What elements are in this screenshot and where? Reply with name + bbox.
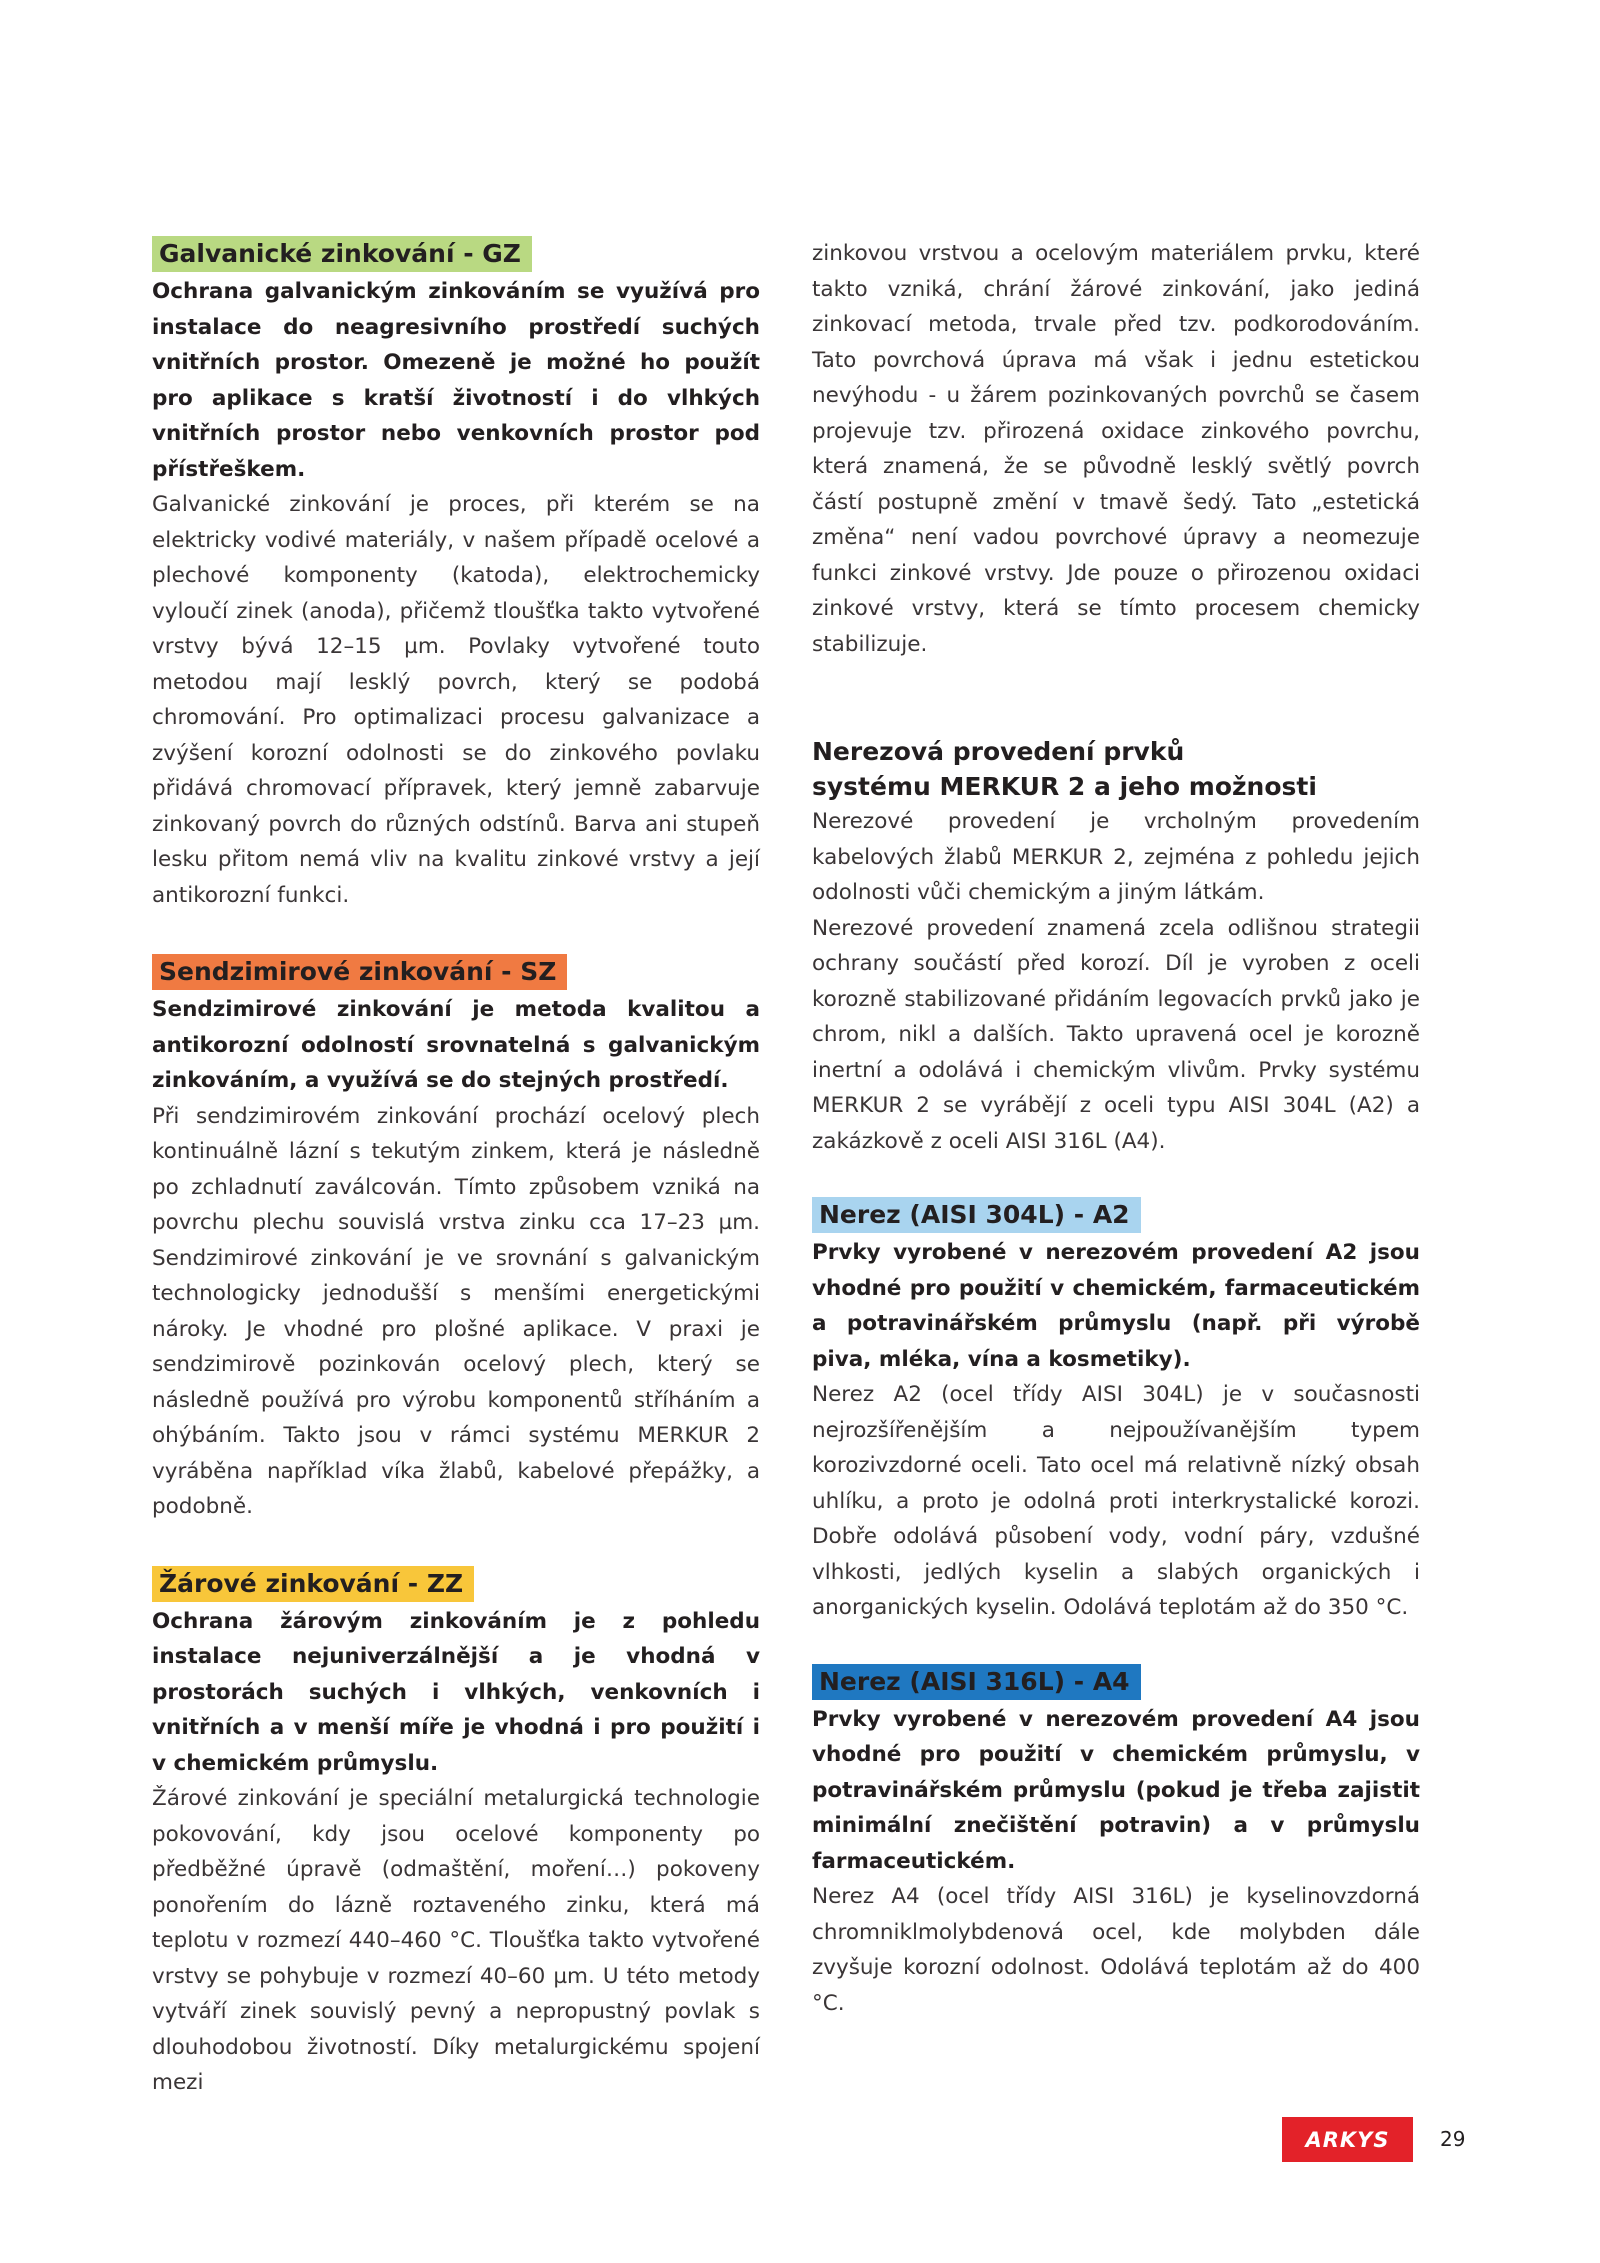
galvanic-lead: Ochrana galvanickým zinkováním se využívá pro instalace do neagresivního prostředí suchých vnitřních prostor. Omezeně je možné ho použít pro aplikace s kratší životností i do vlhkých vnitřních prostor nebo venkovních prostor pod přístřeškem. — [152, 279, 760, 482]
a4-lead: Prvky vyrobené v nerezovém provedení A4 jsou vhodné pro použití v chemickém průmyslu, v potravinářském průmyslu (pokud je třeba zajistit minimální znečištění potravin) a v průmyslu farmaceutickém. — [812, 1706, 1420, 1874]
stainless-body-2: Nerezové provedení znamená zcela odlišnou strategii ochrany součástí před korozí. Díl je vyroben z oceli korozně stabilizované přidáním legovacích prvků jako je chrom, nikl a dalších. Takto upravená ocel je korozně inertní a odolává i chemickým vlivům. Prvky systému MERKUR 2 se vyrábějí z oceli typu AISI 304L (A2) a zakázkově z oceli AISI 316L (A4). — [812, 915, 1420, 1154]
page-number: 29 — [1440, 2127, 1466, 2151]
stainless-body-1: Nerezové provedení je vrcholným provedením kabelových žlabů MERKUR 2, zejména z pohledu jejich odolnosti vůči chemickým a jiným látkám. — [812, 809, 1420, 905]
stainless-heading-line1: Nerezová provedení prvků — [812, 737, 1185, 766]
a2-lead: Prvky vyrobené v nerezovém provedení A2 jsou vhodné pro použití v chemickém, farmaceutickém a potravinářském průmyslu (např. při výrobě piva, mléka, vína a kosmetiky). — [812, 1240, 1420, 1372]
left-column — [152, 236, 760, 2101]
sendzimir-lead: Sendzimirové zinkování je metoda kvalitou a antikorozní odolností srovnatelná s galvanickým zinkováním, a využívá se do stejných prostředí. — [152, 997, 760, 1093]
a4-heading: Nerez (AISI 316L) - A4 — [812, 1664, 1141, 1700]
section-sendzimir — [152, 954, 760, 1525]
galvanic-heading: Galvanické zinkování - GZ — [152, 236, 532, 272]
galvanic-body: Galvanické zinkování je proces, při kterém se na elektricky vodivé materiály, v našem případě ocelové a plechové komponenty (katoda), elektrochemicky vyloučí zinek (anoda), přičemž tloušťka takto vytvořené vrstvy bývá 12–15 µm. Povlaky vytvořené touto metodou mají lesklý povrch, který se podobá chromování. Pro optimalizaci procesu galvanizace a zvýšení korozní odolnosti se do zinkového povlaku přidává chromovací přípravek, který jemně zabarvuje zinkovaný povrch do různých odstínů. Barva ani stupeň lesku přitom nemá vliv na kvalitu zinkové vrstvy a její antikorozní funkci. — [152, 492, 760, 908]
a4-body: Nerez A4 (ocel třídy AISI 316L) je kyselinovzdorná chromniklmolybdenová ocel, kde molybden dále zvyšuje korozní odolnost. Odolává teplotám až do 400 °C. — [812, 1884, 1420, 2016]
section-a4 — [812, 1664, 1420, 2022]
section-stainless — [812, 734, 1420, 1159]
section-galvanic — [152, 236, 760, 913]
section-a2 — [812, 1197, 1420, 1626]
arkys-logo: ARKYS — [1282, 2117, 1413, 2162]
section-hot-dip — [152, 1566, 760, 2101]
a2-heading: Nerez (AISI 304L) - A2 — [812, 1197, 1141, 1233]
sendzimir-body: Při sendzimirovém zinkování prochází ocelový plech kontinuálně lázní s tekutým zinkem, která je následně po zchladnutí zaválcován. Tímto způsobem vzniká na povrchu plechu souvislá vrstva zinku cca 17–23 µm. Sendzimirové zinkování je ve srovnání s galvanickým technologicky jednodušší s menšími energetickými nároky. Je vhodné pro plošné aplikace. V praxi je sendzimirově pozinkován ocelový plech, který se následně používá pro výrobu komponentů stříháním a ohýbáním. Takto jsou v rámci systému MERKUR 2 vyráběna například víka žlabů, kabelové přepážky, a podobně. — [152, 1103, 760, 1519]
hot-dip-heading: Žárové zinkování - ZZ — [152, 1566, 474, 1602]
hot-dip-body: Žárové zinkování je speciální metalurgická technologie pokovování, kdy jsou ocelové komponenty po předběžné úpravě (odmaštění, moření…) pokoveny ponořením do lázně roztaveného zinku, která má teplotu v rozmezí 440–460 °C. Tloušťka takto vytvořené vrstvy se pohybuje v rozmezí 40–60 µm. U této metody vytváří zinek souvislý pevný a nepropustný povlak s dlouhodobou životností. Díky metalurgickému spojení mezi — [152, 1786, 760, 2095]
stainless-heading-line2: systému MERKUR 2 a jeho možnosti — [812, 772, 1317, 801]
hot-dip-lead: Ochrana žárovým zinkováním je z pohledu instalace nejuniverzálnější a je vhodná v prostorách suchých i vlhkých, venkovních i vnitřních a v menší míře je vhodná i pro použití i v chemickém průmyslu. — [152, 1608, 760, 1776]
right-column — [812, 236, 1420, 2021]
hot-dip-body-continued: zinkovou vrstvou a ocelovým materiálem prvku, které takto vzniká, chrání žárové zinkování, jako jediná zinkovací metoda, trvale před tzv. podkorodováním. Tato povrchová úprava má však i jednu estetickou nevýhodu - u žárem pozinkovaných povrchů se časem projevuje tzv. přirozená oxidace zinkového povrchu, která znamená, že se původně lesklý světlý povrch částí postupně změní v tmavě šedý. Tato „estetická změna“ není vadou povrchové úpravy a neomezuje funkci zinkové vrstvy. Jde pouze o přirozenou oxidaci zinkové vrstvy, která se tímto procesem chemicky stabilizuje. — [812, 241, 1420, 657]
a2-body: Nerez A2 (ocel třídy AISI 304L) je v současnosti nejrozšířenějším a nejpoužívanějším typem korozivzdorné oceli. Tato ocel má relativně nízký obsah uhlíku, a proto je odolná proti interkrystalické korozi. Dobře odolává působení vody, vodní páry, vzdušné vlhkosti, jedlých kyselin a slabých organických i anorganických kyselin. Odolává teplotám až do 350 °C. — [812, 1382, 1420, 1620]
sendzimir-heading: Sendzimirové zinkování - SZ — [152, 954, 567, 990]
